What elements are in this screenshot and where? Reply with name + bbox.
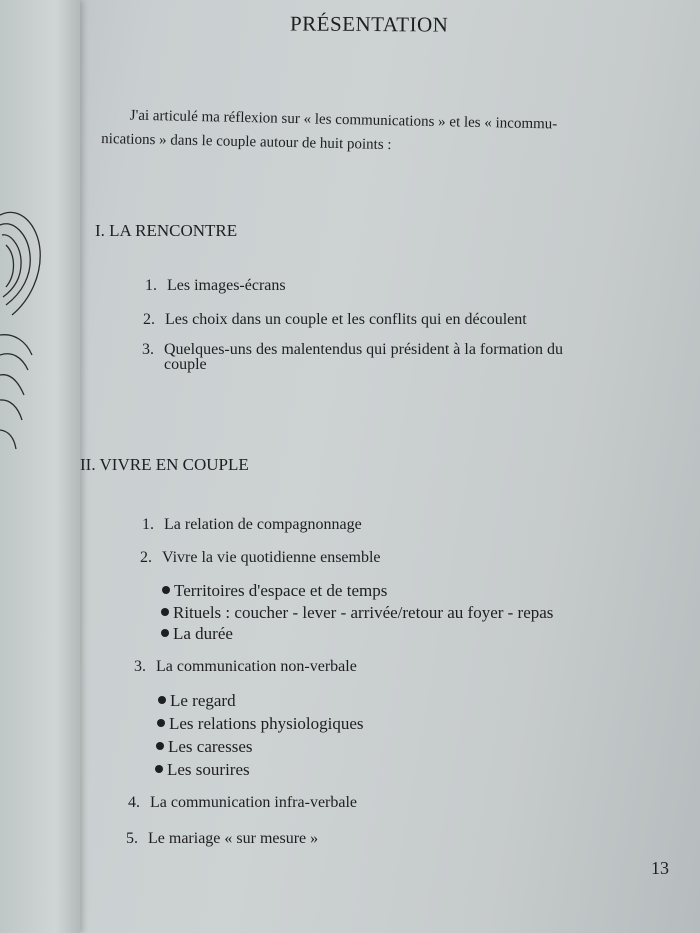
page-number: 13 bbox=[651, 858, 669, 878]
bullet-item bbox=[158, 691, 236, 711]
bullet-icon bbox=[162, 586, 170, 594]
bullet-icon bbox=[161, 608, 169, 616]
list-item bbox=[145, 277, 286, 295]
bullet-icon bbox=[161, 629, 169, 637]
intro-line-2: nications » dans le couple autour de huit points : bbox=[101, 130, 392, 154]
bullet-text: Territoires d'espace et de temps bbox=[174, 581, 388, 600]
bullet-text: Les sourires bbox=[167, 760, 250, 779]
list-item bbox=[140, 549, 381, 567]
bullet-icon bbox=[157, 719, 165, 727]
bullet-text: La durée bbox=[173, 624, 233, 643]
list-item bbox=[143, 311, 527, 329]
list-item bbox=[126, 830, 318, 848]
list-item-number: 2. bbox=[143, 311, 155, 328]
list-item-number: 2. bbox=[140, 549, 152, 566]
bullet-text: Les caresses bbox=[168, 737, 253, 756]
decorative-line-art-icon bbox=[0, 205, 60, 535]
list-item-number: 1. bbox=[145, 277, 157, 294]
list-item bbox=[142, 516, 362, 534]
list-item bbox=[128, 794, 357, 812]
bullet-item bbox=[161, 624, 233, 644]
bullet-text: Les relations physiologiques bbox=[169, 714, 364, 733]
bullet-item bbox=[161, 603, 553, 623]
list-item-text: La communication infra-verbale bbox=[150, 794, 358, 811]
page-title: PRÉSENTATION bbox=[289, 11, 449, 37]
list-item-text: Les choix dans un couple et les conflits qui en découlent bbox=[165, 311, 527, 328]
section-heading-2: II. VIVRE EN COUPLE bbox=[80, 455, 249, 474]
bullet-item bbox=[156, 737, 253, 757]
list-item-number: 3. bbox=[142, 341, 154, 358]
list-item-text: Les images-écrans bbox=[167, 277, 286, 294]
list-item-continuation: couple bbox=[164, 356, 207, 373]
bullet-icon bbox=[155, 765, 163, 773]
bullet-item bbox=[155, 760, 250, 780]
list-item-text: La communication non-verbale bbox=[156, 658, 357, 675]
bullet-text: Le regard bbox=[170, 691, 236, 710]
list-item-text: Quelques-uns des malentendus qui président à la formation du bbox=[164, 341, 564, 358]
section-heading-1: I. LA RENCONTRE bbox=[95, 221, 238, 240]
list-item-text: La relation de compagnonnage bbox=[164, 516, 362, 533]
bullet-icon bbox=[158, 696, 166, 704]
bullet-item bbox=[162, 581, 387, 601]
bullet-icon bbox=[156, 742, 164, 750]
list-item-number: 1. bbox=[142, 516, 154, 533]
bullet-item bbox=[157, 714, 364, 734]
list-item-number: 3. bbox=[134, 658, 146, 675]
list-item bbox=[134, 658, 357, 676]
list-item-text: Le mariage « sur mesure » bbox=[148, 830, 319, 847]
intro-line-1: J'ai articulé ma réflexion sur « les communications » et les « incommu- bbox=[129, 107, 558, 133]
list-item-text: Vivre la vie quotidienne ensemble bbox=[162, 549, 381, 566]
list-item-number: 4. bbox=[128, 794, 140, 811]
bullet-text: Rituels : coucher - lever - arrivée/retour au foyer - repas bbox=[173, 603, 554, 622]
intro-paragraph bbox=[101, 103, 662, 163]
list-item-number: 5. bbox=[126, 830, 138, 847]
